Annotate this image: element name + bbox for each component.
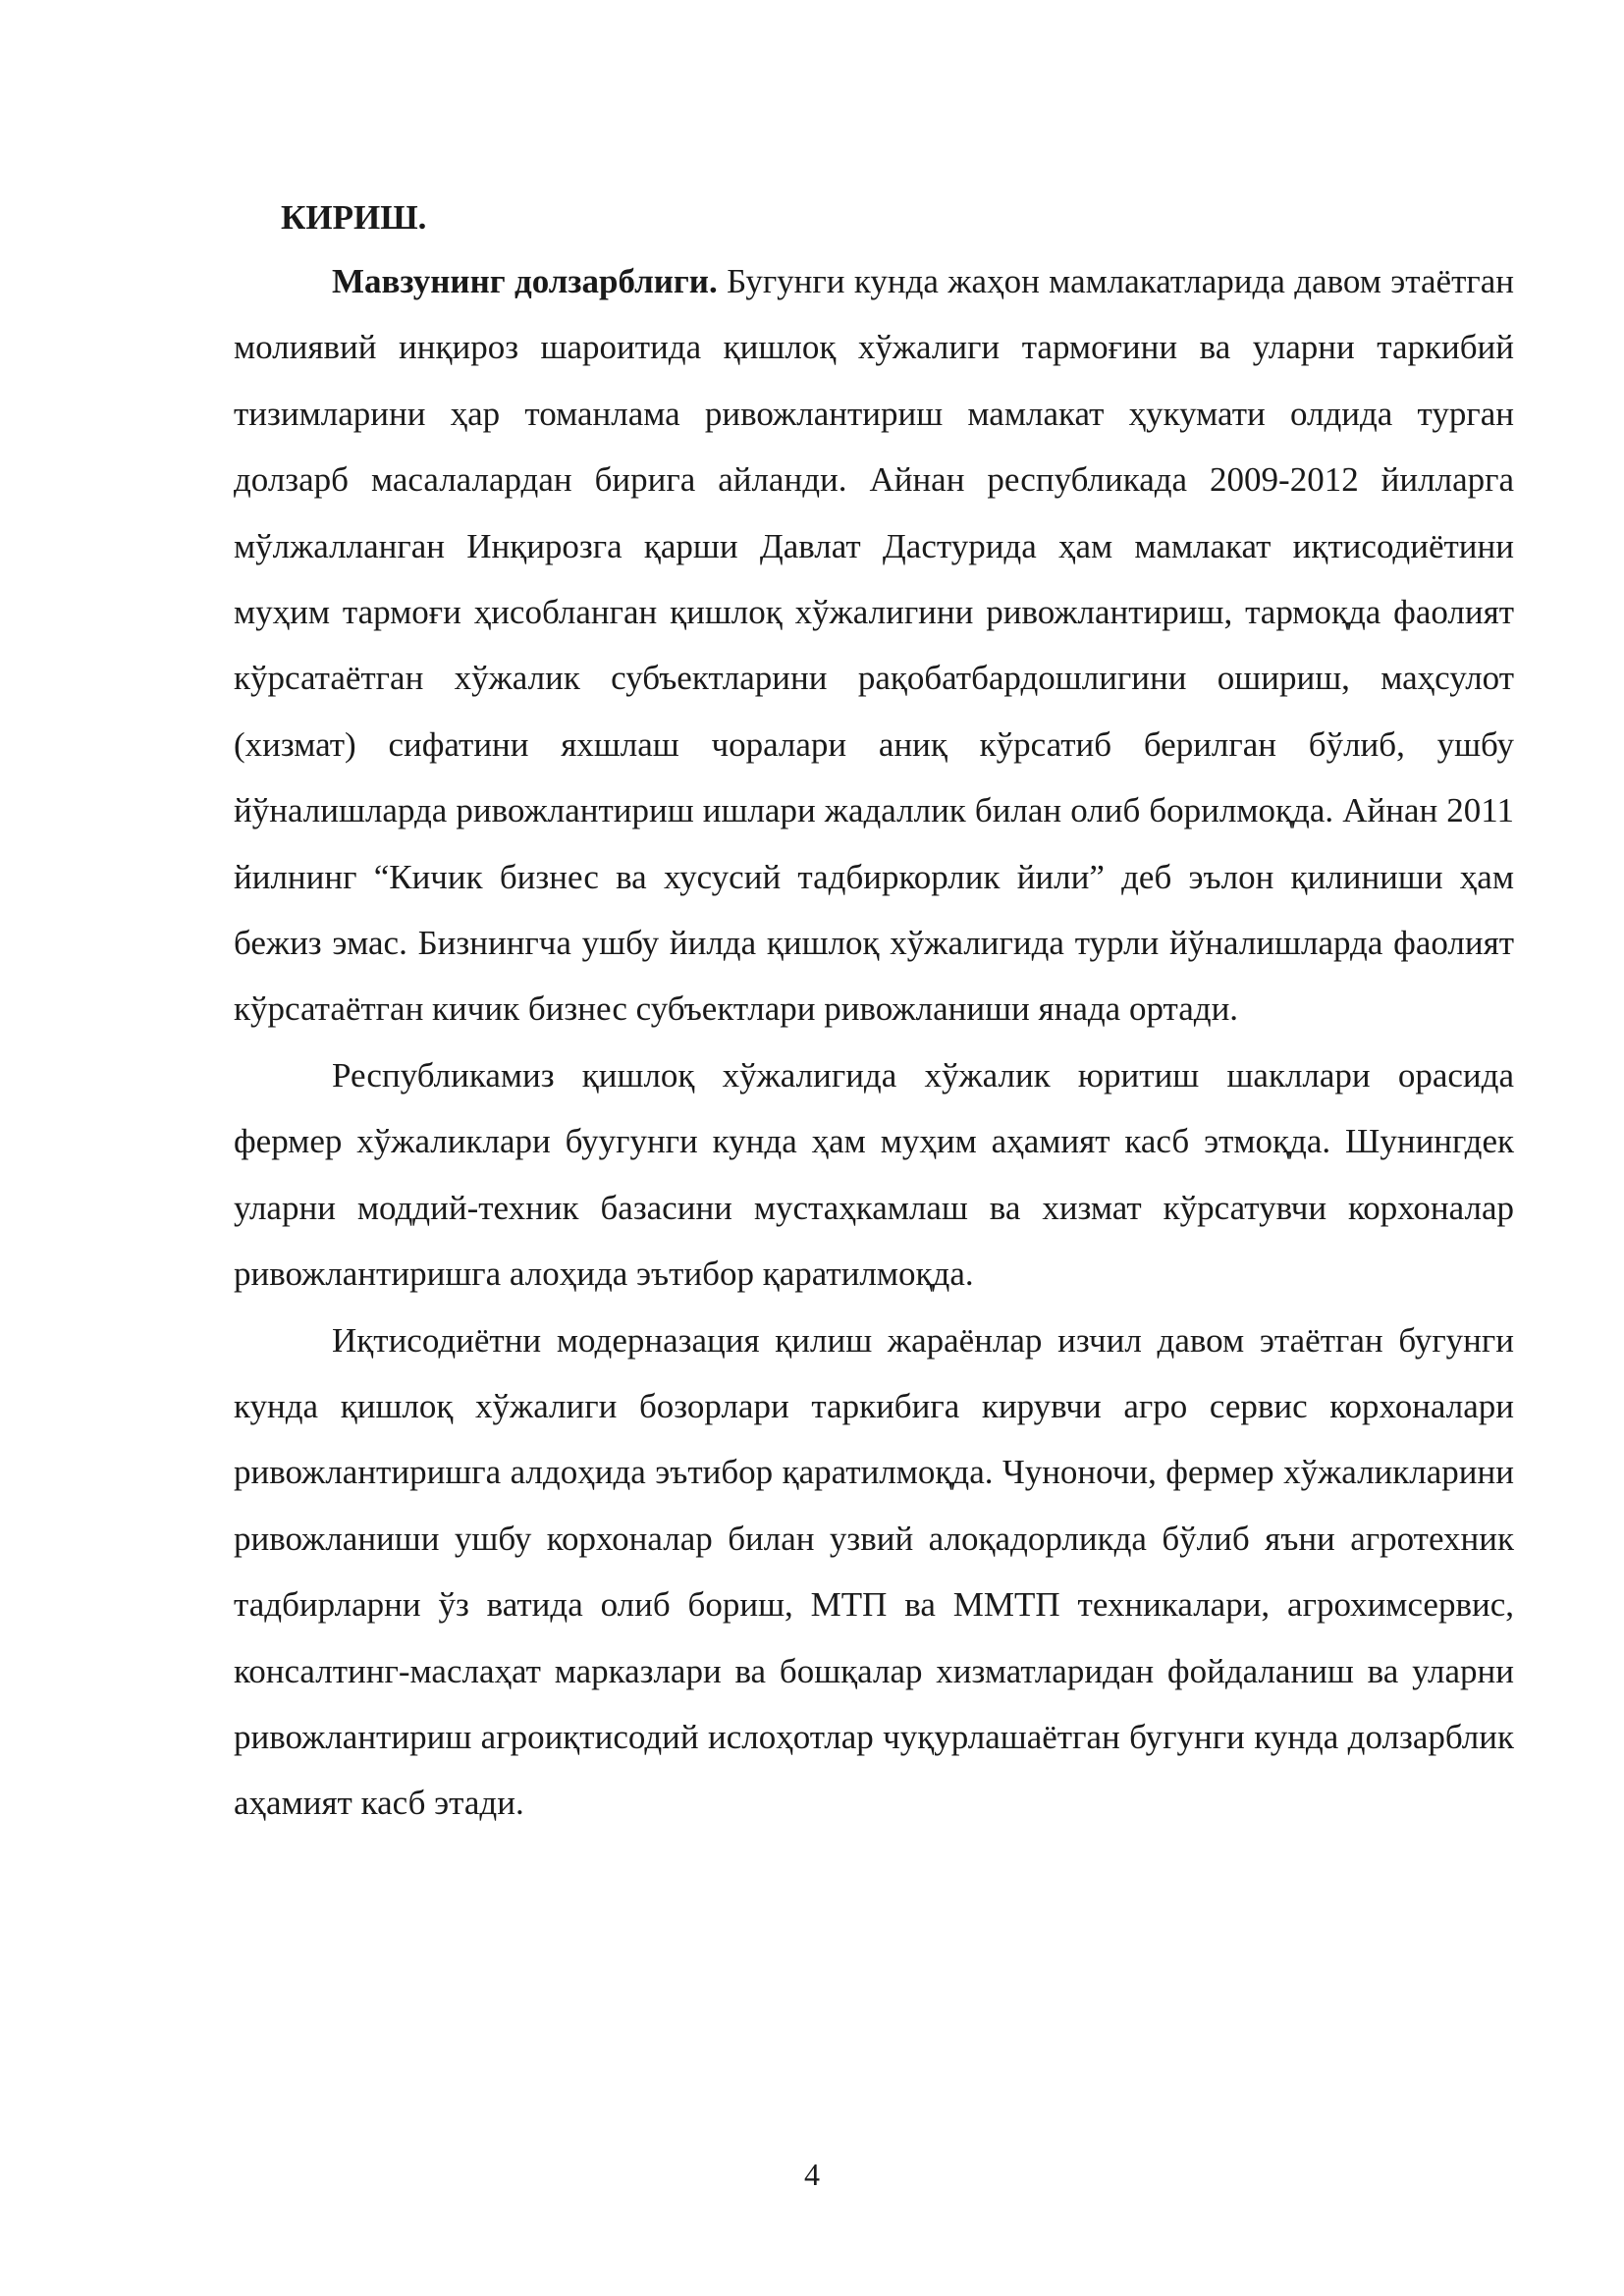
body-text — [234, 248, 1514, 1837]
paragraph-lead: Мавзунинг долзарблиги. — [332, 262, 718, 300]
paragraph-text: Бугунги кунда жаҳон мамлакатларида давом этаётган молиявий инқироз шароитида қишлоқ хўжалиги тармоғини ва уларни таркибий тизимларини ҳар томанлама ривожлантириш мамлакат ҳукумати олдида турган долзарб масалалардан бирига айланди. Айнан республикада 2009-2012 йилларга мўлжалланган Инқирозга қарши Давлат Дастурида ҳам мамлакат иқтисодиётини муҳим тармоғи ҳисобланган қишлоқ хўжалигини ривожлантириш, тармоқда фаолият кўрсатаётган хўжалик субъектларини рақобатбардошлигини ошириш, маҳсулот (хизмат) сифатини яхшлаш чоралари аниқ кўрсатиб берилган бўлиб, ушбу йўналишларда ривожлантириш ишлари жадаллик билан олиб борилмоқда. Айнан 2011 йилнинг “Кичик бизнес ва хусусий тадбиркорлик йили” деб эълон қилиниши ҳам бежиз эмас. Бизнингча ушбу йилда қишлоқ хўжалигида турли йўналишларда фаолият кўрсатаётган кичик бизнес субъектлари ривожланиши янада ортади. — [234, 262, 1514, 1029]
paragraph-agro-service — [234, 1308, 1514, 1837]
section-heading: КИРИШ. — [281, 198, 427, 237]
page-number: 4 — [804, 2157, 820, 2192]
paragraph-text: Республикамиз қишлоқ хўжалигида хўжалик юритиш шакллари орасида фермер хўжаликлари буугунги кунда ҳам муҳим аҳамият касб этмоқда. Шунингдек уларни моддий-техник базасини мустаҳкамлаш ва хизмат кўрсатувчи корхоналар ривожлантиришга алоҳида эътибор қаратилмоқда. — [234, 1055, 1514, 1294]
paragraph-text: Иқтисодиётни модерназация қилиш жараёнлар изчил давом этаётган бугунги кунда қишлоқ хўжалиги бозорлари таркибига кирувчи агро сервис корхоналари ривожлантиришга алдоҳида эътибор қаратилмоқда. Чуноночи, фермер хўжаликларини ривожланиши ушбу корхоналар билан узвий алоқадорликда бўлиб яъни агротехник тадбирларни ўз ватида олиб бориш, МТП ва ММТП техникалари, агрохимсервис, консалтинг-маслаҳат марказлари ва бошқалар хизматларидан фойдаланиш ва уларни ривожлантириш агроиқтисодий ислоҳотлар чуқурлашаётган бугунги кунда долзарблик аҳамият касб этади. — [234, 1320, 1514, 1823]
paragraph-relevance — [234, 248, 1514, 1042]
paragraph-farm-enterprises — [234, 1042, 1514, 1308]
